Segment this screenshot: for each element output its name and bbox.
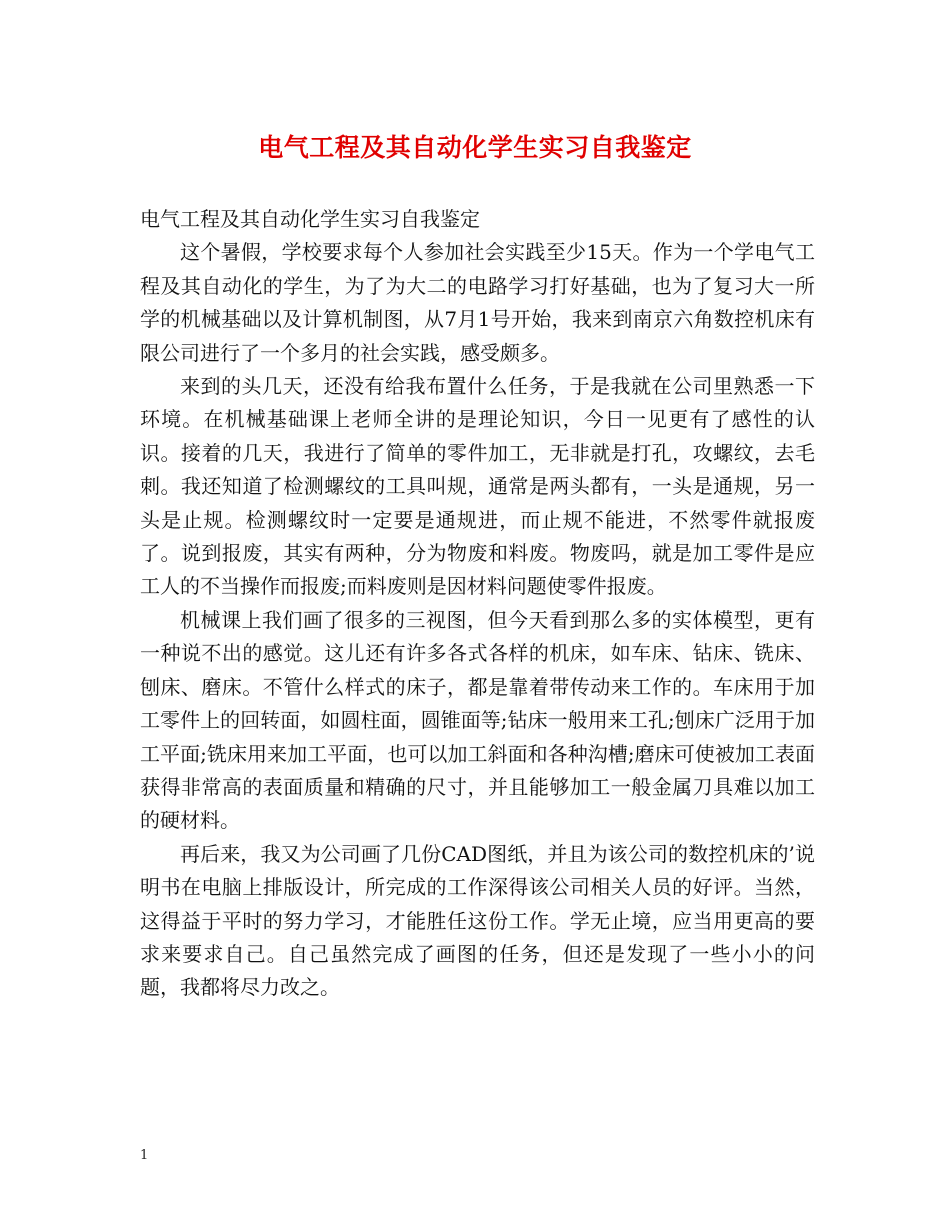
paragraph-2: 来到的头几天，还没有给我布置什么任务，于是我就在公司里熟悉一下环境。在机械基础课上老师全讲的是理论知识，今日一见更有了感性的认识。接着的几天，我进行了简单的零件加工，无非就是打孔，攻螺纹，去毛刺。我还知道了检测螺纹的工具叫规，通常是两头都有，一头是通规，另一头是止规。检测螺纹时一定要是通规进，而止规不能进，不然零件就报废了。说到报废，其实有两种，分为物废和料废。物废吗，就是加工零件是应工人的不当操作而报废;而料废则是因材料问题使零件报废。 bbox=[140, 374, 815, 599]
document-title: 电气工程及其自动化学生实习自我鉴定 bbox=[258, 133, 692, 162]
paragraph-1: 这个暑假，学校要求每个人参加社会实践至少15天。作为一个学电气工程及其自动化的学生，为了为大二的电路学习打好基础，也为了复习大一所学的机械基础以及计算机制图，从7月1号开始，我来到南京六角数控机床有限公司进行了一个多月的社会实践，感受颇多。 bbox=[140, 240, 815, 365]
document-body bbox=[140, 203, 815, 1005]
paragraph-3: 机械课上我们画了很多的三视图，但今天看到那么多的实体模型，更有一种说不出的感觉。这儿还有许多各式各样的机床，如车床、钻床、铣床、刨床、磨床。不管什么样式的床子，都是靠着带传动来工作的。车床用于加工零件上的回转面，如圆柱面，圆锥面等;钻床一般用来工孔;刨床广泛用于加工平面;铣床用来加工平面，也可以加工斜面和各种沟槽;磨床可使被加工表面获得非常高的表面质量和精确的尺寸，并且能够加工一般金属刀具难以加工的硬材料。 bbox=[140, 607, 815, 833]
page-number: 1 bbox=[140, 1148, 149, 1163]
document-subtitle: 电气工程及其自动化学生实习自我鉴定 bbox=[140, 207, 480, 231]
paragraph-4: 再后来，我又为公司画了几份CAD图纸，并且为该公司的数控机床的’说明书在电脑上排版设计，所完成的工作深得该公司相关人员的好评。当然，这得益于平时的努力学习，才能胜任这份工作。学无止境，应当用更高的要求来要求自己。自己虽然完成了画图的任务，但还是发现了一些小小的问题，我都将尽力改之。 bbox=[140, 841, 815, 1000]
